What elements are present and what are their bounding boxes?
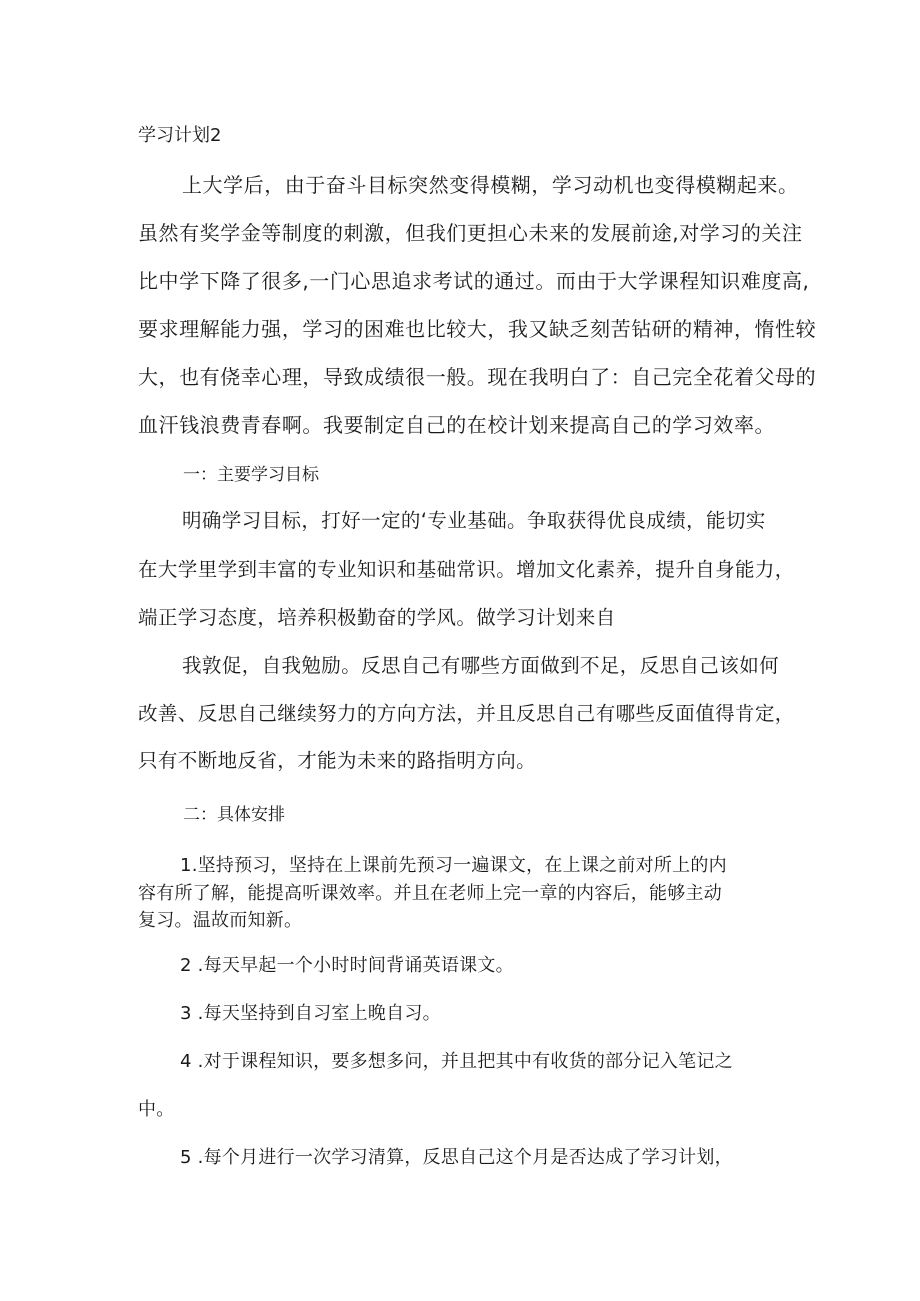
intro-line: 大，也有侥幸心理，导致成绩很一般。现在我明白了：自己完全花着父母的 [138, 365, 817, 389]
plan-item-4-line: 4 .对于课程知识，要多想多问，并且把其中有收货的部分记入笔记之 [180, 1051, 733, 1072]
section-heading-goals: 一：主要学习目标 [183, 465, 319, 485]
intro-line: 血汗钱浪费青春啊。我要制定自己的在校计划来提高自己的学习效率。 [138, 413, 776, 437]
document-title: 学习计划2 [138, 125, 222, 146]
plan-item-2: 2 .每天早起一个小时时间背诵英语课文。 [180, 955, 514, 976]
goal-line: 在大学里学到丰富的专业知识和基础常识。增加文化素养，提升自身能力， [138, 558, 795, 581]
plan-item-1-line: 容有所了解，能提高听课效率。并且在老师上完一章的内容后，能够主动 [138, 883, 722, 904]
reflect-line: 改善、反思自己继续努力的方向方法，并且反思自己有哪些反面值得肯定， [138, 702, 795, 725]
plan-item-3: 3 .每天坚持到自习室上晚自习。 [180, 1003, 441, 1024]
reflect-line: 只有不断地反省，才能为未来的路指明方向。 [138, 749, 537, 772]
section-heading-plan: 二：具体安排 [183, 805, 285, 825]
intro-line: 虽然有奖学金等制度的刺激，但我们更担心未来的发展前途,对学习的关注 [138, 221, 803, 245]
plan-item-4-line: 中。 [138, 1099, 175, 1120]
plan-item-1-line: 1.坚持预习，坚持在上课前先预习一遍课文，在上课之前对所上的内 [180, 855, 727, 876]
reflect-line: 我敦促，自我勉励。反思自己有哪些方面做到不足，反思自己该如何 [182, 654, 780, 677]
plan-item-1-line: 复习。温故而知新。 [138, 910, 303, 931]
goal-line: 明确学习目标，打好一定的‘专业基础。争取获得优良成绩，能切实 [182, 509, 766, 532]
intro-line: 上大学后，由于奋斗目标突然变得模糊，学习动机也变得模糊起来。 [182, 173, 799, 197]
intro-line: 比中学下降了很多,一门心思追求考试的通过。而由于大学课程知识难度高, [138, 269, 810, 293]
plan-item-5: 5 .每个月进行一次学习清算，反思自己这个月是否达成了学习计划， [180, 1147, 733, 1168]
intro-line: 要求理解能力强，学习的困难也比较大，我又缺乏刻苦钻研的精神，惰性较 [138, 317, 817, 341]
goal-line: 端正学习态度，培养积极勤奋的学风。做学习计划来自 [138, 606, 616, 629]
